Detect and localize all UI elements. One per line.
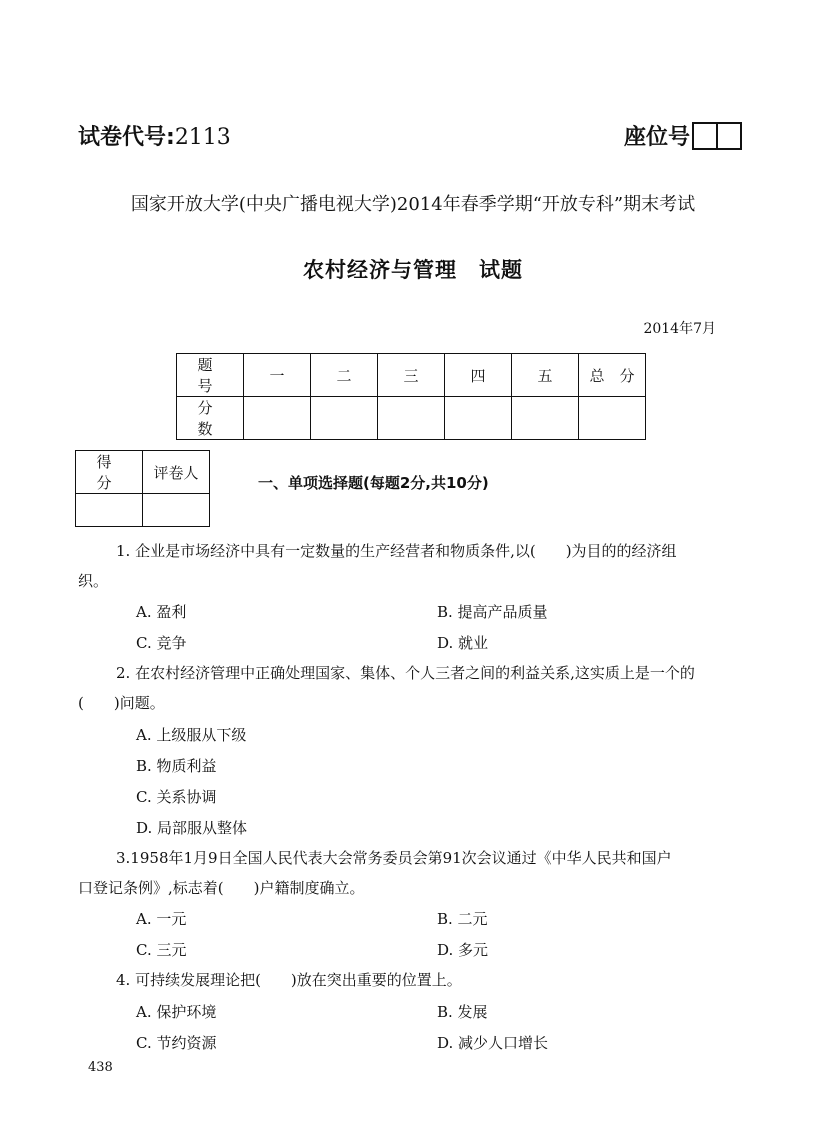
question-2-line-1: 2. 在农村经济管理中正确处理国家、集体、个人三者之间的利益关系,这实质上是一个的 [116,664,695,682]
question-1-option-a: A. 盈利 [136,603,187,621]
grader-score-cell[interactable] [76,494,143,527]
score-table [176,353,646,440]
score-cell[interactable] [579,397,646,440]
question-2-option-c: C. 关系协调 [136,788,217,806]
section-title: 一、单项选择题(每题2分,共10分) [258,474,489,492]
question-4-option-c: C. 节约资源 [136,1034,217,1052]
page-number: 438 [88,1060,113,1075]
score-table-score-row [177,397,646,440]
question-3-option-d: D. 多元 [437,941,489,959]
score-table-col-2: 二 [311,354,378,397]
score-table-score-label: 分 数 [177,397,244,440]
grader-score-label: 得 分 [76,451,143,494]
score-table-col-total: 总 分 [579,354,646,397]
score-cell[interactable] [512,397,579,440]
question-3-option-c: C. 三元 [136,941,187,959]
seat-box-2[interactable] [716,124,740,148]
score-cell[interactable] [244,397,311,440]
question-2-option-a: A. 上级服从下级 [136,726,247,744]
score-cell[interactable] [378,397,445,440]
seat-number [624,120,742,151]
question-4-line-1: 4. 可持续发展理论把( )放在突出重要的位置上。 [116,971,462,989]
question-1-option-c: C. 竞争 [136,634,187,652]
grader-name-label: 评卷人 [143,451,210,494]
question-1-line-1: 1. 企业是市场经济中具有一定数量的生产经营者和物质条件,以( )为目的的经济组 [116,542,677,560]
grader-table-header-row [76,451,210,494]
score-table-col-3: 三 [378,354,445,397]
grader-table-blank-row [76,494,210,527]
question-4-option-a: A. 保护环境 [136,1003,217,1021]
question-1-line-2: 织。 [78,572,109,590]
grader-table [75,450,210,527]
exam-code [78,120,231,151]
exam-date: 2014年7月 [643,321,716,337]
grader-name-cell[interactable] [143,494,210,527]
question-1-option-d: D. 就业 [437,634,489,652]
exam-code-value: 2113 [174,125,231,150]
score-table-col-4: 四 [445,354,512,397]
score-table-row-label: 题 号 [177,354,244,397]
question-4-option-b: B. 发展 [437,1003,488,1021]
score-table-header-row [177,354,646,397]
question-3-option-b: B. 二元 [437,910,488,928]
exam-title: 国家开放大学(中央广播电视大学)2014年春季学期“开放专科”期末考试 [130,194,696,215]
score-cell[interactable] [445,397,512,440]
question-1-option-b: B. 提高产品质量 [437,603,548,621]
score-cell[interactable] [311,397,378,440]
seat-box-1[interactable] [694,124,716,148]
seat-number-label: 座位号 [624,125,691,150]
seat-number-boxes[interactable] [692,122,742,150]
score-table-col-5: 五 [512,354,579,397]
question-2-line-2: ( )问题。 [78,694,165,712]
subject-title: 农村经济与管理 试题 [303,258,523,282]
question-3-line-2: 口登记条例》,标志着( )户籍制度确立。 [78,879,365,897]
exam-code-label: 试卷代号: [78,125,175,150]
score-table-col-1: 一 [244,354,311,397]
question-2-option-d: D. 局部服从整体 [136,819,248,837]
question-3-line-1: 3.1958年1月9日全国人民代表大会常务委员会第91次会议通过《中华人民共和国户 [116,849,672,867]
question-2-option-b: B. 物质利益 [136,757,217,775]
question-4-option-d: D. 减少人口增长 [437,1034,549,1052]
question-3-option-a: A. 一元 [136,910,187,928]
